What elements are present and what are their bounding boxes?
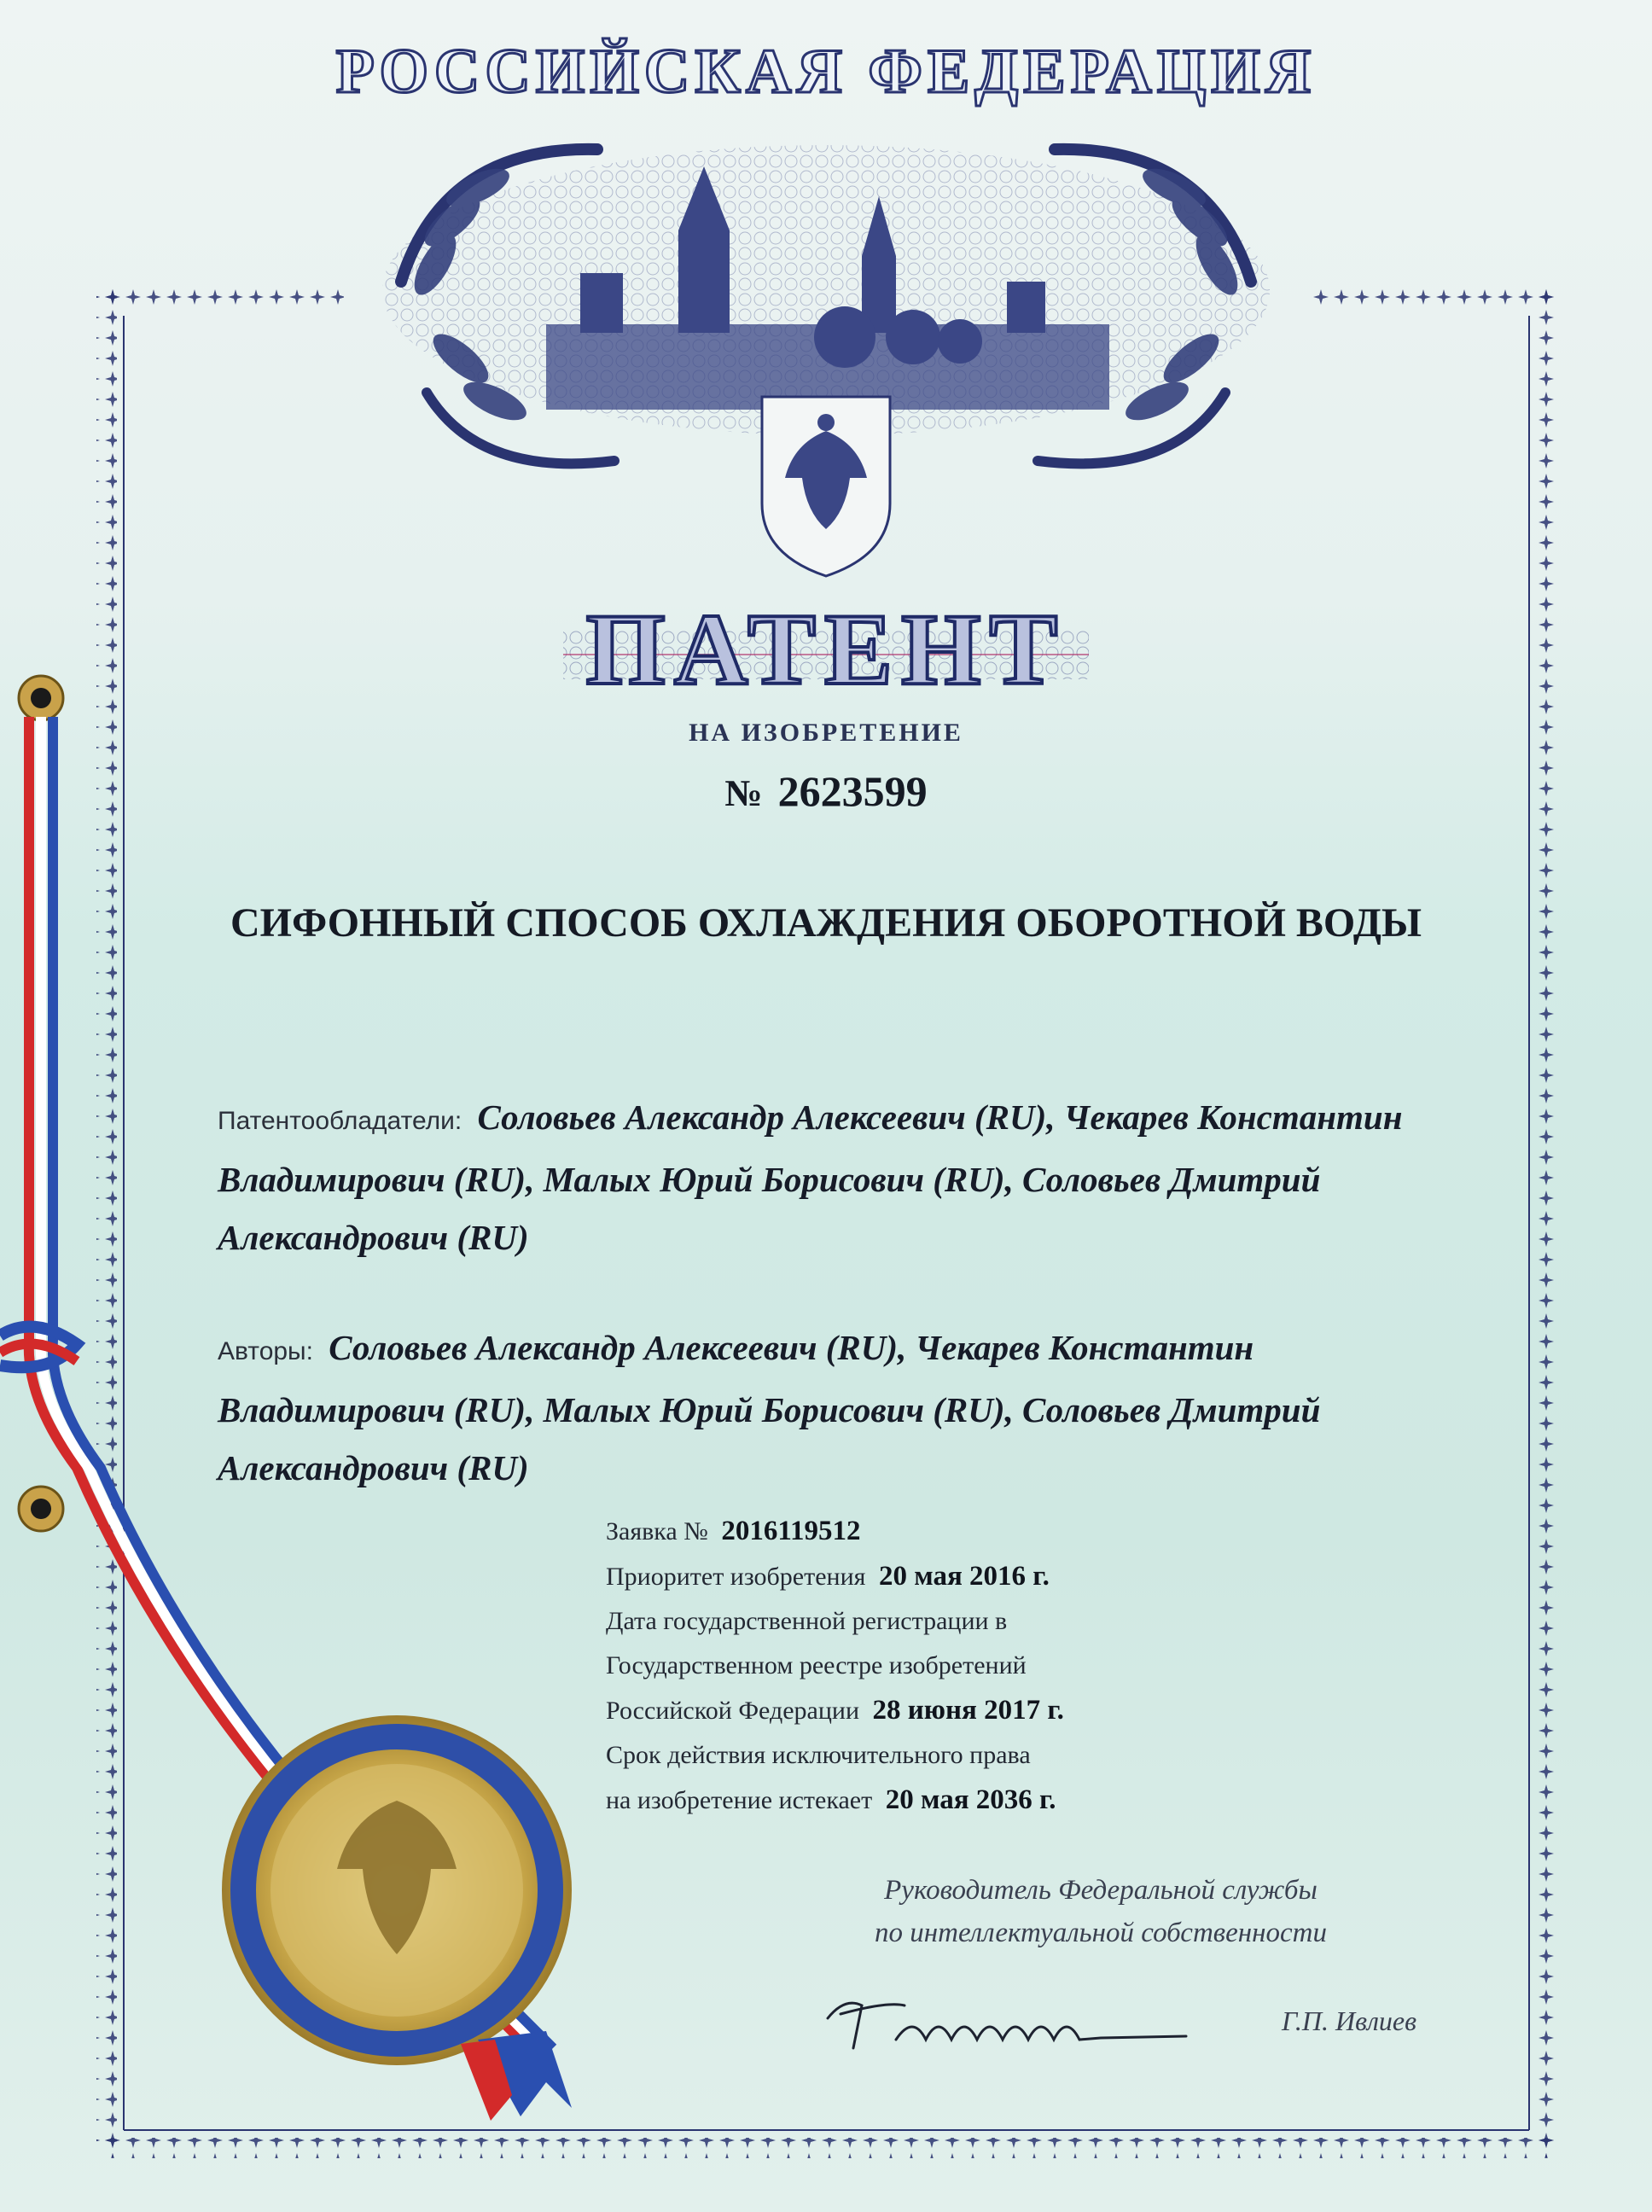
signatory-title [768, 1869, 1434, 1954]
holders-label: Патентообладатели: [218, 1107, 462, 1135]
authors-label: Авторы: [218, 1337, 313, 1365]
priority-row [606, 1554, 1374, 1599]
application-row [606, 1509, 1374, 1554]
reg-line-3: Российской Федерации [606, 1697, 860, 1725]
registration-date: 28 июня 2017 г. [872, 1695, 1064, 1726]
signatory-name: Г.П. Ивлиев [1282, 2005, 1416, 2036]
expiry-line-1: Срок действия исключительного права [606, 1741, 1031, 1769]
coat-of-arms-icon [762, 397, 890, 576]
invention-title: СИФОННЫЙ СПОСОБ ОХЛАЖДЕНИЯ ОБОРОТНОЙ ВОДЫ [230, 900, 1422, 946]
application-number: 2016119512 [721, 1516, 861, 1546]
reg-line-1: Дата государственной регистрации в [606, 1607, 1008, 1635]
signatory-title-line-1: Руководитель Федеральной службы [884, 1875, 1318, 1906]
expiry-line-2: на изобретение истекает [606, 1786, 873, 1814]
patent-subtitle: НА ИЗОБРЕТЕНИЕ [689, 719, 963, 747]
holders-names: Соловьев Александр Алексеевич (RU), Чекарев Константин Владимирович (RU), Малых Юрий Борисович (RU), Соловьев Дмитрий Александрович (RU) [218, 1097, 1403, 1257]
authors [218, 1318, 1425, 1497]
number-prefix: № [724, 772, 763, 814]
signatory-title-line-2: по интеллектуальной собственности [875, 1918, 1327, 1948]
application-label: Заявка № [606, 1517, 708, 1545]
priority-label: Приоритет изобретения [606, 1563, 866, 1591]
reg-date-row [606, 1688, 1374, 1733]
patent-number: 2623599 [777, 767, 928, 815]
priority-date: 20 мая 2016 г. [878, 1561, 1050, 1592]
country-heading: РОССИЙСКАЯ ФЕДЕРАЦИЯ [335, 37, 1317, 107]
authors-names: Соловьев Александр Алексеевич (RU), Чекарев Константин Владимирович (RU), Малых Юрий Борисович (RU), Соловьев Дмитрий Александрович (RU) [218, 1328, 1321, 1487]
patent-holders [218, 1088, 1425, 1266]
signature-icon [828, 2003, 1186, 2048]
patent-title: ПАТЕНТ [585, 592, 1067, 706]
registration-details [606, 1509, 1374, 1823]
seal-icon [222, 1715, 572, 2121]
reg-line-2: Государственном реестре изобретений [606, 1651, 1027, 1679]
patent-number-line [0, 766, 1652, 816]
expiry-row [606, 1778, 1374, 1823]
expiry-date: 20 мая 2036 г. [885, 1784, 1056, 1815]
